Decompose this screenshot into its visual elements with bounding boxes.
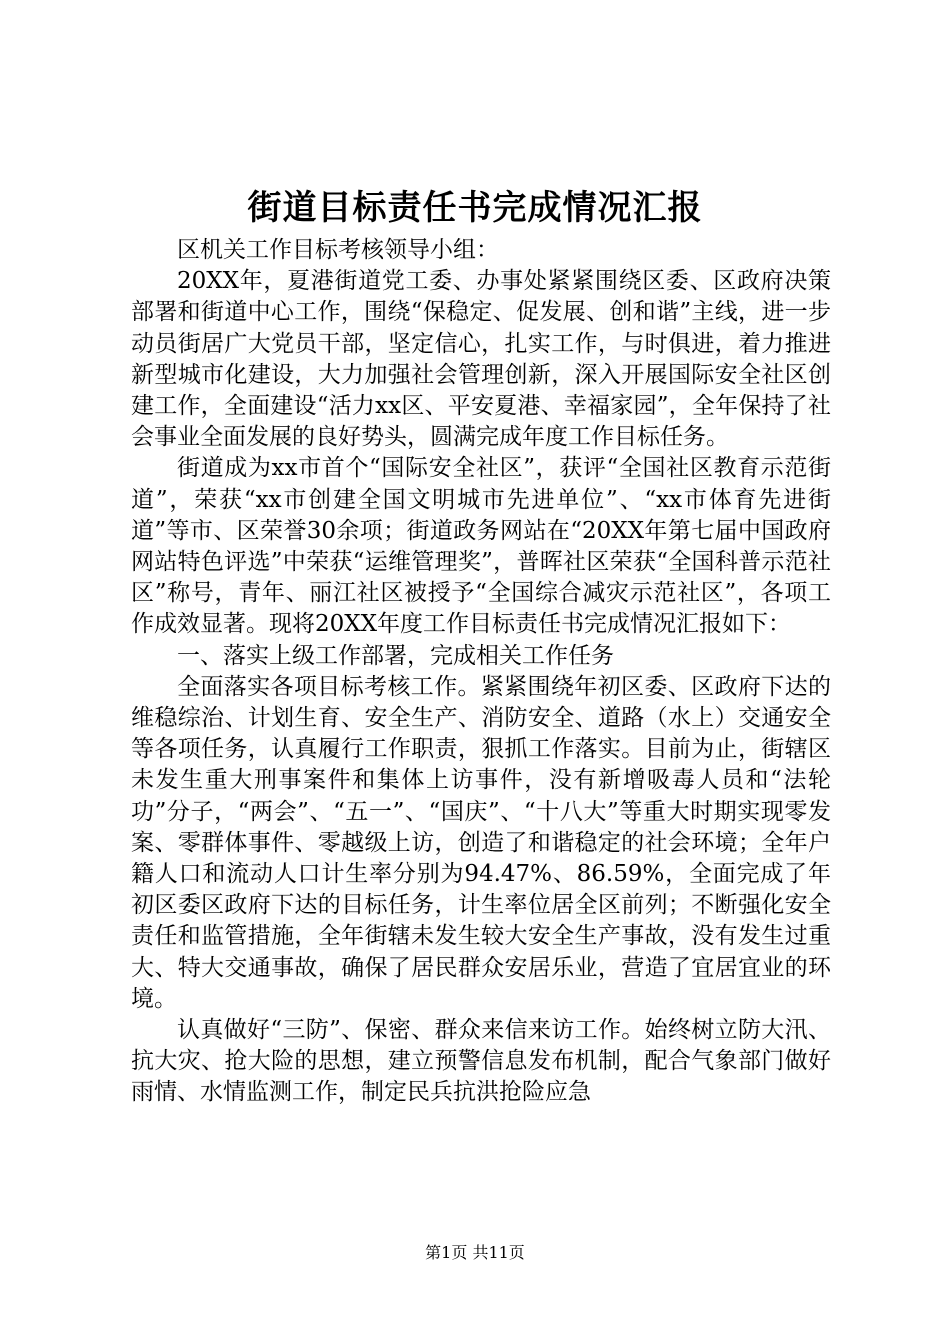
salutation: 区机关工作目标考核领导小组： <box>177 237 499 263</box>
document-body <box>131 235 831 1109</box>
page-number-footer: 第1页 共11页 <box>425 1243 525 1262</box>
paragraph: 20XX年，夏港街道党工委、办事处紧紧围绕区委、区政府决策部署和街道中心工作，围绕“保稳定、促发展、创和谐”主线，进一步动员街居广大党员干部，坚定信心，扎实工作，与时俱进，着力推进新型城市化建设，大力加强社会管理创新，深入开展国际安全社区创建工作，全面建设“活力xx区、平安夏港、幸福家园”，全年保持了社会事业全面发展的良好势头，圆满完成年度工作目标任务。 <box>131 268 831 451</box>
paragraph: 全面落实各项目标考核工作。紧紧围绕年初区委、区政府下达的维稳综治、计划生育、安全生产、消防安全、道路（水上）交通安全等各项任务，认真履行工作职责，狠抓工作落实。目前为止，街辖区未发生重大刑事案件和集体上访事件，没有新增吸毒人员和“法轮功”分子，“两会”、“五一”、“国庆”、“十八大”等重大时期实现零发案、零群体事件、零越级上访，创造了和谐稳定的社会环境；全年户籍人口和流动人口计生率分别为94.47%、86.59%，全面完成了年初区委区政府下达的目标任务，计生率位居全区前列；不断强化安全责任和监管措施，全年街辖未发生较大安全生产事故，没有发生过重大、特大交通事故，确保了居民群众安居乐业，营造了宜居宜业的环境。 <box>131 673 831 1012</box>
document-title: 街道目标责任书完成情况汇报 <box>247 188 703 228</box>
section-heading: 一、落实上级工作部署，完成相关工作任务 <box>177 642 614 669</box>
paragraph: 认真做好“三防”、保密、群众来信来访工作。始终树立防大汛、抗大灾、抢大险的思想，建立预警信息发布机制，配合气象部门做好雨情、水情监测工作，制定民兵抗洪抢险应急 <box>131 1017 831 1106</box>
paragraph: 街道成为xx市首个“国际安全社区”，获评“全国社区教育示范街道”，荣获“xx市创建全国文明城市先进单位”、“xx市体育先进街道”等市、区荣誉30余项；街道政务网站在“20XX年第七届中国政府网站特色评选”中荣获“运维管理奖”，普晖社区荣获“全国科普示范社区”称号，青年、丽江社区被授予“全国综合减灾示范社区”，各项工作成效显著。现将20XX年度工作目标责任书完成情况汇报如下： <box>131 455 831 638</box>
